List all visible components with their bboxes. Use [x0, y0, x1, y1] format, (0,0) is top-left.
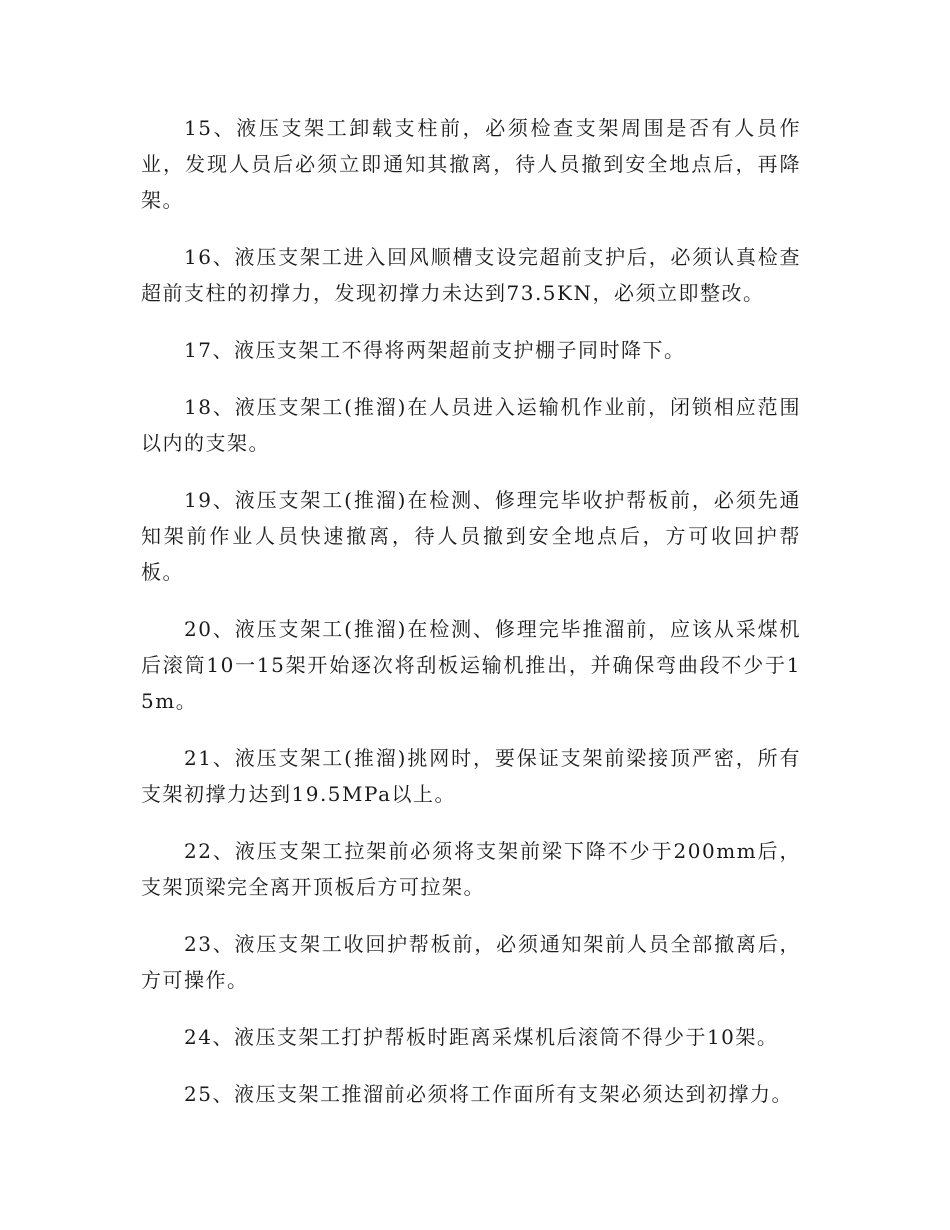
paragraph-16: 16、液压支架工进入回风顺槽支设完超前支护后，必须认真检查超前支柱的初撑力，发现初撑力未达到73.5KN，必须立即整改。: [141, 245, 801, 305]
paragraph-19: 19、液压支架工(推溜)在检测、修理完毕收护帮板前，必须先通知架前作业人员快速撤离，待人员撤到安全地点后，方可收回护帮板。: [141, 488, 801, 584]
paragraph-24: 24、液压支架工打护帮板时距离采煤机后滚筒不得少于10架。: [184, 1025, 779, 1049]
paragraph-21: 21、液压支架工(推溜)挑网时，要保证支架前梁接顶严密，所有支架初撑力达到19.5MPa以上。: [141, 746, 801, 806]
paragraph-25: 25、液压支架工推溜前必须将工作面所有支架必须达到初撑力。: [184, 1082, 793, 1106]
paragraph-23: 23、液压支架工收回护帮板前，必须通知架前人员全部撤离后，方可操作。: [141, 932, 801, 992]
paragraph-17: 17、液压支架工不得将两架超前支护棚子同时降下。: [184, 338, 686, 362]
paragraph-22: 22、液压支架工拉架前必须将支架前梁下降不少于200mm后，支架顶梁完全离开顶板后方可拉架。: [141, 839, 801, 899]
paragraph-20: 20、液压支架工(推溜)在检测、修理完毕推溜前，应该从采煤机后滚筒10一15架开始逐次将刮板运输机推出，并确保弯曲段不少于15m。: [141, 617, 801, 713]
paragraph-18: 18、液压支架工(推溜)在人员进入运输机作业前，闭锁相应范围以内的支架。: [141, 395, 801, 455]
paragraph-15: 15、液压支架工卸载支柱前，必须检查支架周围是否有人员作业，发现人员后必须立即通知其撤离，待人员撤到安全地点后，再降架。: [141, 116, 801, 212]
document-body: [141, 110, 801, 1133]
